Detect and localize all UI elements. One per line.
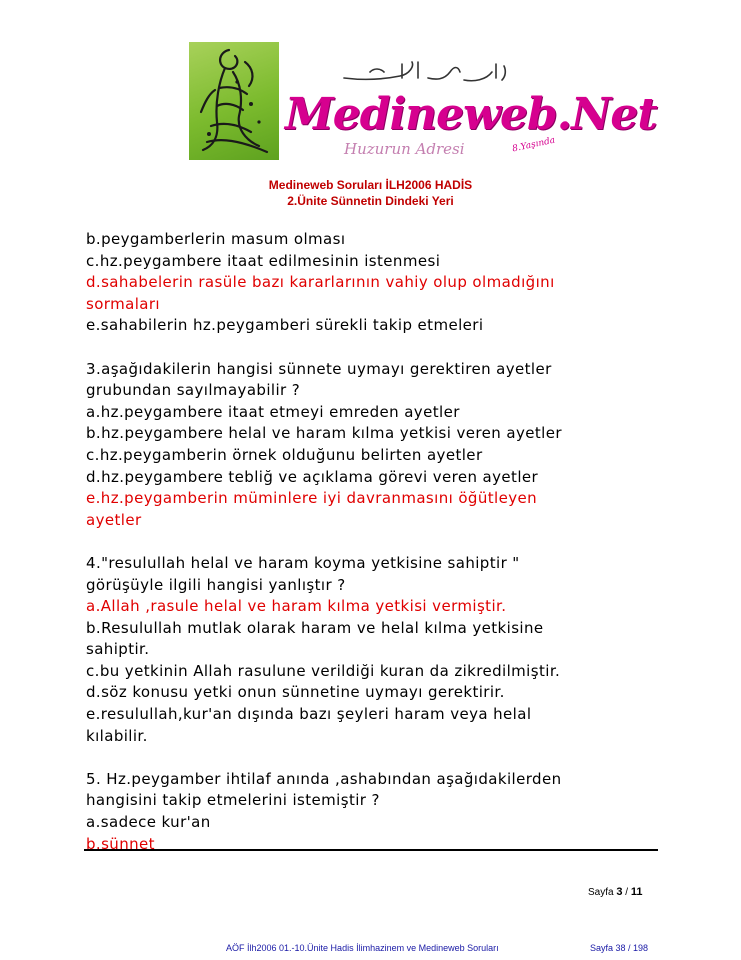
- text-line: c.hz.peygambere itaat edilmesinin istenmesi: [86, 251, 441, 270]
- page-number: Sayfa 3 / 11: [588, 886, 643, 898]
- answer-line: b.sünnet: [86, 834, 155, 853]
- logo-calligraphy-panel: [189, 42, 279, 160]
- blank-line: [86, 531, 666, 553]
- text-line: 4."resulullah helal ve haram koyma yetkisine sahiptir ": [86, 553, 520, 572]
- blank-line: [86, 337, 666, 359]
- page-number-total: 11: [630, 886, 643, 898]
- text-line: b.Resulullah mutlak olarak haram ve helal kılma yetkisine: [86, 618, 544, 637]
- text-line: kılabilir.: [86, 726, 148, 745]
- document-subtitle: 2.Ünite Sünnetin Dindeki Yeri: [287, 194, 454, 208]
- answer-line: e.hz.peygamberin müminlere iyi davranmasını öğütleyen: [86, 489, 538, 508]
- text-line: hangisini takip etmelerini istemiştir ?: [86, 791, 380, 810]
- text-line: 5. Hz.peygamber ihtilaf anında ,ashabından aşağıdakilerden: [86, 769, 562, 788]
- text-line: b.peygamberlerin masum olması: [86, 230, 346, 248]
- footer-page-text: Sayfa 38 / 198: [590, 943, 649, 953]
- text-line: sahiptir.: [86, 640, 150, 659]
- content-divider: [84, 849, 658, 851]
- text-line: d.hz.peygambere tebliğ ve açıklama görevi veren ayetler: [86, 467, 539, 486]
- question-content: [86, 229, 666, 855]
- page-number-current: 3: [616, 886, 623, 898]
- blank-line: [86, 747, 666, 769]
- page-number-label: Sayfa: [588, 887, 614, 898]
- logo-tagline: Huzurun Adresi: [344, 140, 465, 158]
- logo-brand-text: Medineweb.Net: [285, 89, 657, 140]
- footer-source-text: AÖF İlh2006 01.-10.Ünite Hadis İlimhazinem ve Medineweb Soruları: [226, 943, 499, 953]
- answer-line: a.Allah ,rasule helal ve haram kılma yetkisi vermiştir.: [86, 597, 507, 616]
- text-line: e.sahabilerin hz.peygamberi sürekli takip etmeleri: [86, 316, 484, 335]
- text-line: a.sadece kur'an: [86, 813, 211, 832]
- calligraphy-figure-icon: [189, 42, 279, 160]
- text-line: grubundan sayılmayabilir ?: [86, 381, 301, 400]
- answer-line: sormaları: [86, 294, 160, 313]
- text-line: c.bu yetkinin Allah rasulune verildiği kuran da zikredilmiştir.: [86, 661, 561, 680]
- text-line: a.hz.peygambere itaat etmeyi emreden ayetler: [86, 402, 460, 421]
- answer-line: ayetler: [86, 510, 142, 529]
- text-line: c.hz.peygamberin örnek olduğunu belirten ayetler: [86, 445, 483, 464]
- text-line: 3.aşağıdakilerin hangisi sünnete uymayı gerektiren ayetler: [86, 359, 552, 378]
- document-title: Medineweb Soruları İLH2006 HADİS: [268, 178, 473, 192]
- text-line: d.söz konusu yetki onun sünnetine uymayı gerektirir.: [86, 683, 505, 702]
- text-line: görüşüyle ilgili hangisi yanlıştır ?: [86, 575, 346, 594]
- text-line: e.resulullah,kur'an dışında bazı şeyleri haram veya helal: [86, 705, 532, 724]
- text-line: b.hz.peygambere helal ve haram kılma yetkisi veren ayetler: [86, 424, 562, 443]
- logo-year-badge: 8.Yaşında: [511, 135, 557, 155]
- answer-line: d.sahabelerin rasüle bazı kararlarının vahiy olup olmadığını: [86, 273, 555, 292]
